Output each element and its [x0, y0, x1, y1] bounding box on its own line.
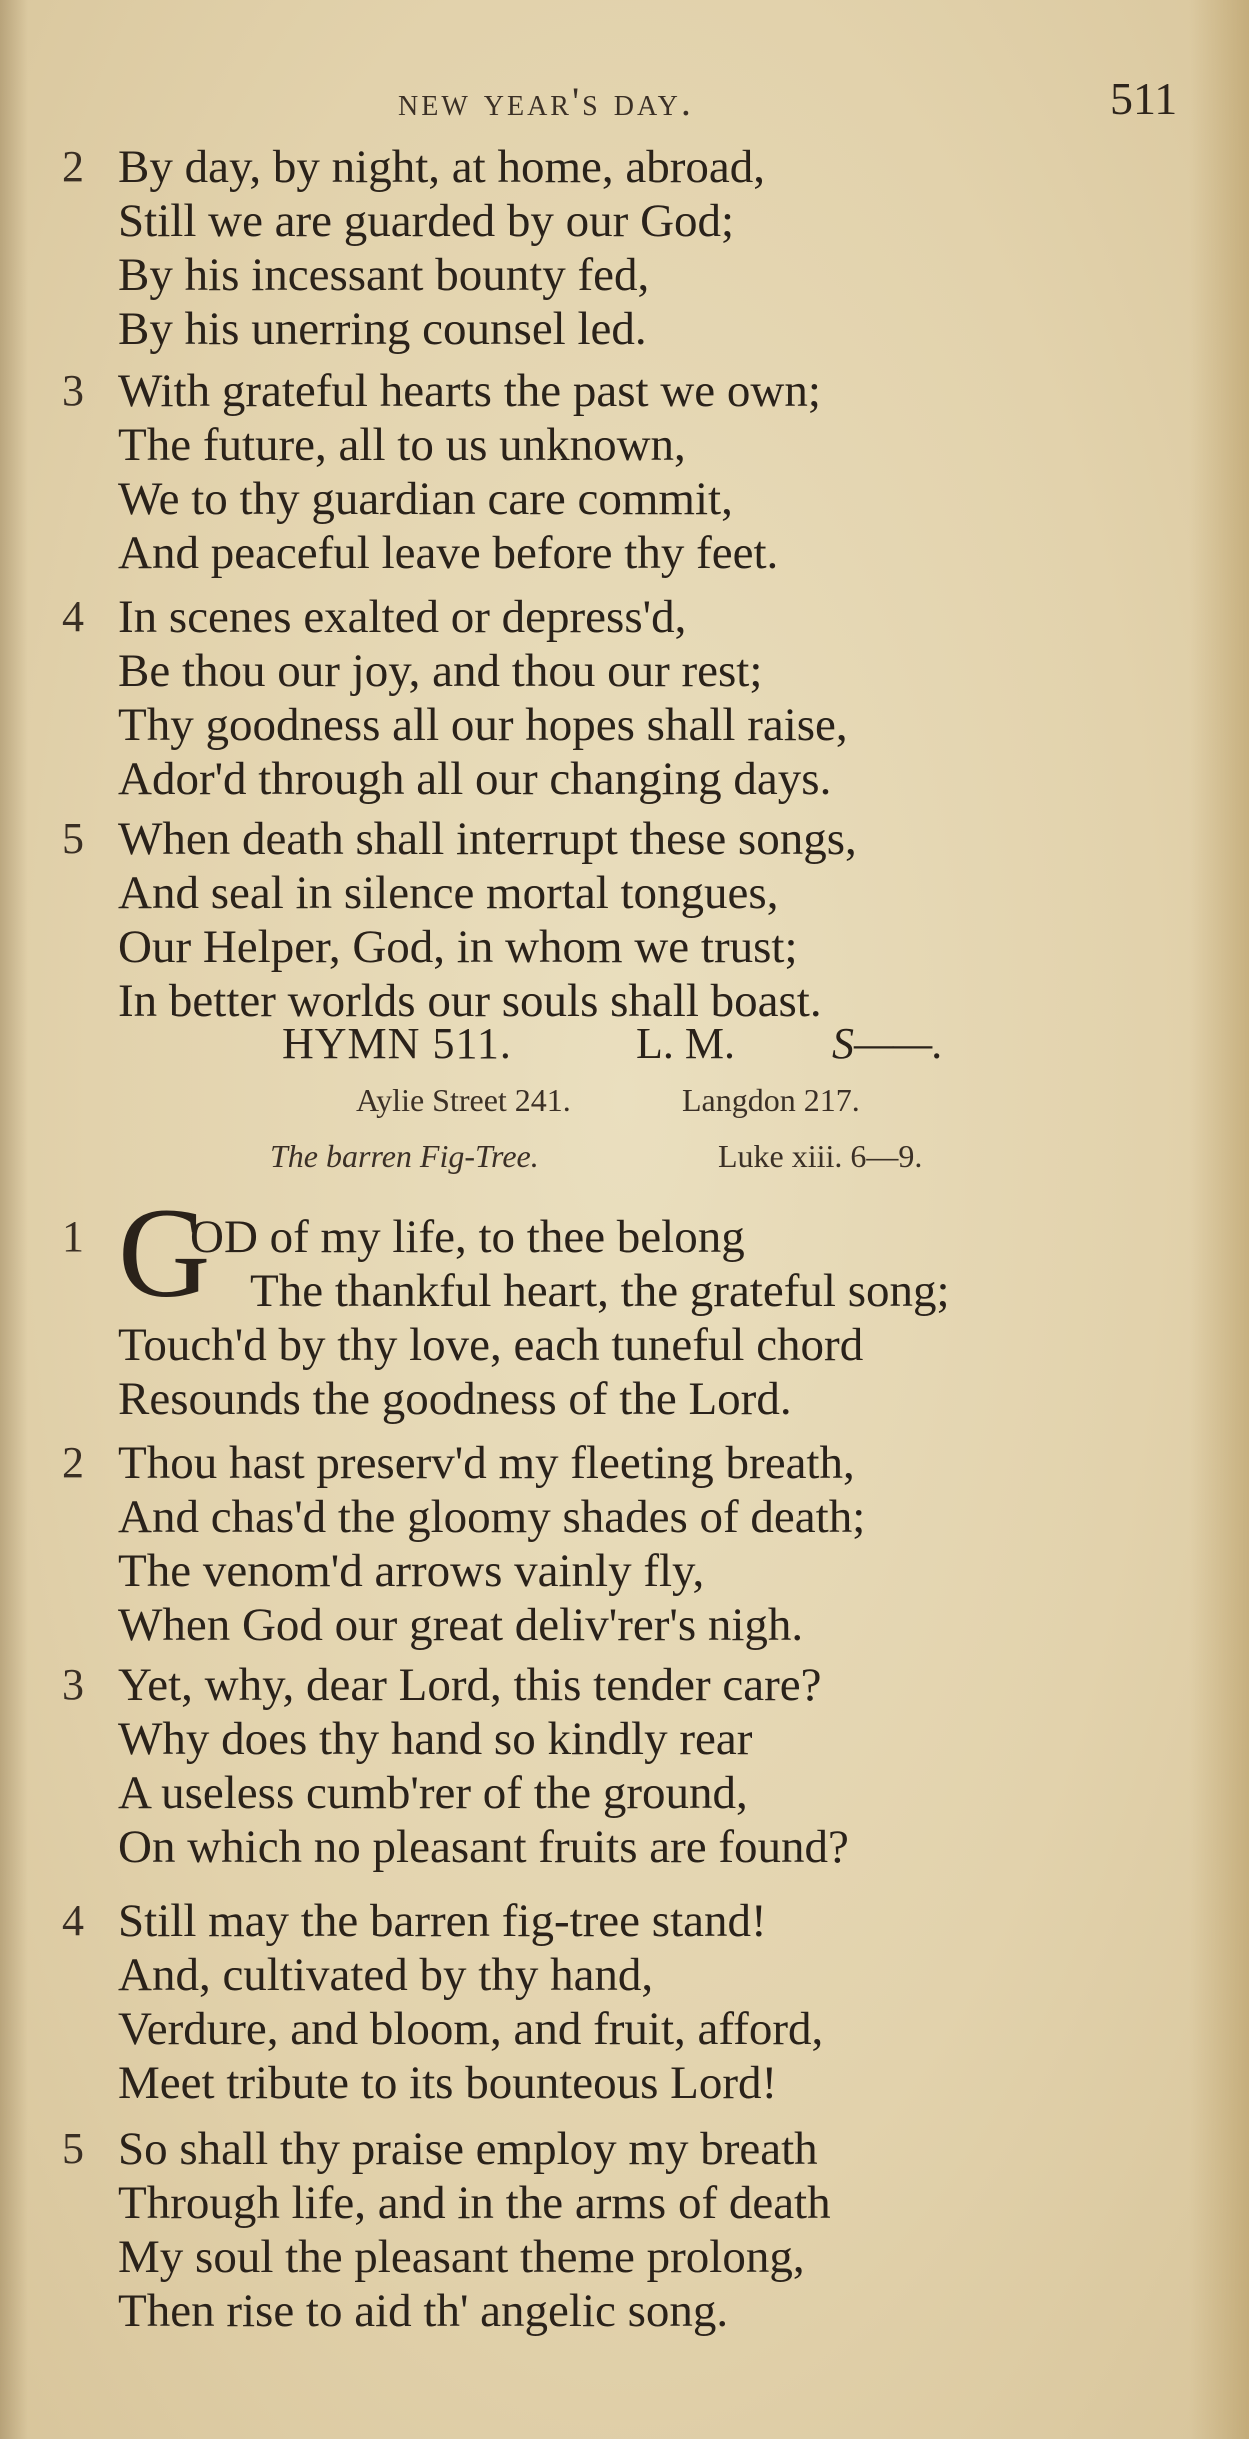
- verse-line: The thankful heart, the grateful song;: [250, 1265, 950, 1317]
- verse-line: In scenes exalted or depress'd,: [118, 591, 687, 643]
- hymn-author: S——.: [832, 1019, 944, 1068]
- stanza-number: 3: [62, 1660, 84, 1709]
- verse-line: The future, all to us unknown,: [118, 419, 686, 471]
- stanza-number: 5: [62, 814, 84, 863]
- verse-line: By his incessant bounty fed,: [118, 249, 650, 301]
- verse-line: On which no pleasant fruits are found?: [118, 1821, 849, 1873]
- stanza-number: 4: [62, 1896, 84, 1945]
- running-title: new year's day.: [398, 79, 694, 124]
- stanza-number: 2: [62, 1438, 84, 1487]
- verse-line: So shall thy praise employ my breath: [118, 2123, 818, 2175]
- verse-line: Verdure, and bloom, and fruit, afford,: [118, 2003, 824, 2055]
- tune-name: Aylie Street 241.: [356, 1082, 571, 1118]
- verse-line: And chas'd the gloomy shades of death;: [118, 1491, 866, 1543]
- hymn-heading: [0, 1018, 1249, 1078]
- verse-line: Be thou our joy, and thou our rest;: [118, 645, 763, 697]
- scripture-reference: Luke xiii. 6—9.: [718, 1138, 923, 1174]
- verse-line: By his unerring counsel led.: [118, 303, 647, 355]
- verse-line: And peaceful leave before thy feet.: [118, 527, 779, 579]
- hymn-title: HYMN 511.: [282, 1019, 512, 1068]
- verse-line: Thy goodness all our hopes shall raise,: [118, 699, 848, 751]
- verse-line: Through life, and in the arms of death: [118, 2177, 831, 2229]
- page-number: 511: [1110, 73, 1178, 124]
- verse-line: By day, by night, at home, abroad,: [118, 141, 765, 193]
- verse-line: And, cultivated by thy hand,: [118, 1949, 654, 2001]
- verse-line: With grateful hearts the past we own;: [118, 365, 821, 417]
- stanza-number: 4: [62, 592, 84, 641]
- verse-line: And seal in silence mortal tongues,: [118, 867, 779, 919]
- verse-line: Touch'd by thy love, each tuneful chord: [118, 1319, 864, 1371]
- stanza-number: 2: [62, 142, 84, 191]
- verse-line: Why does thy hand so kindly rear: [118, 1713, 753, 1765]
- verse-line: We to thy guardian care commit,: [118, 473, 733, 525]
- verse-line: OD of my life, to thee belong: [190, 1211, 745, 1263]
- verse-line: When death shall interrupt these songs,: [118, 813, 857, 865]
- stanza-number: 3: [62, 366, 84, 415]
- verse-line: Meet tribute to its bounteous Lord!: [118, 2057, 778, 2109]
- running-head: [0, 72, 1249, 132]
- verse-line: In better worlds our souls shall boast.: [118, 975, 822, 1027]
- tune-name: Langdon 217.: [682, 1082, 860, 1118]
- drop-cap: G: [118, 1182, 211, 1324]
- verse-line: Still we are guarded by our God;: [118, 195, 735, 247]
- hymn-tunes: [0, 1082, 1249, 1126]
- verse-line: Thou hast preserv'd my fleeting breath,: [118, 1437, 855, 1489]
- subject-title: The barren Fig-Tree.: [270, 1138, 539, 1174]
- hymn-meter: L. M.: [636, 1019, 735, 1068]
- verse-line: Ador'd through all our changing days.: [118, 753, 832, 805]
- stanza-number: 1: [62, 1212, 84, 1261]
- verse-line: My soul the pleasant theme prolong,: [118, 2231, 805, 2283]
- verse-line: A useless cumb'rer of the ground,: [118, 1767, 748, 1819]
- verse-line: Still may the barren fig-tree stand!: [118, 1895, 767, 1947]
- verse-line: The venom'd arrows vainly fly,: [118, 1545, 705, 1597]
- verse-line: Resounds the goodness of the Lord.: [118, 1373, 792, 1425]
- verse-line: When God our great deliv'rer's nigh.: [118, 1599, 804, 1651]
- verse-line: Then rise to aid th' angelic song.: [118, 2285, 729, 2337]
- stanza-number: 5: [62, 2124, 84, 2173]
- verse-line: Our Helper, God, in whom we trust;: [118, 921, 798, 973]
- verse-line: Yet, why, dear Lord, this tender care?: [118, 1659, 822, 1711]
- hymn-subject: [0, 1138, 1249, 1182]
